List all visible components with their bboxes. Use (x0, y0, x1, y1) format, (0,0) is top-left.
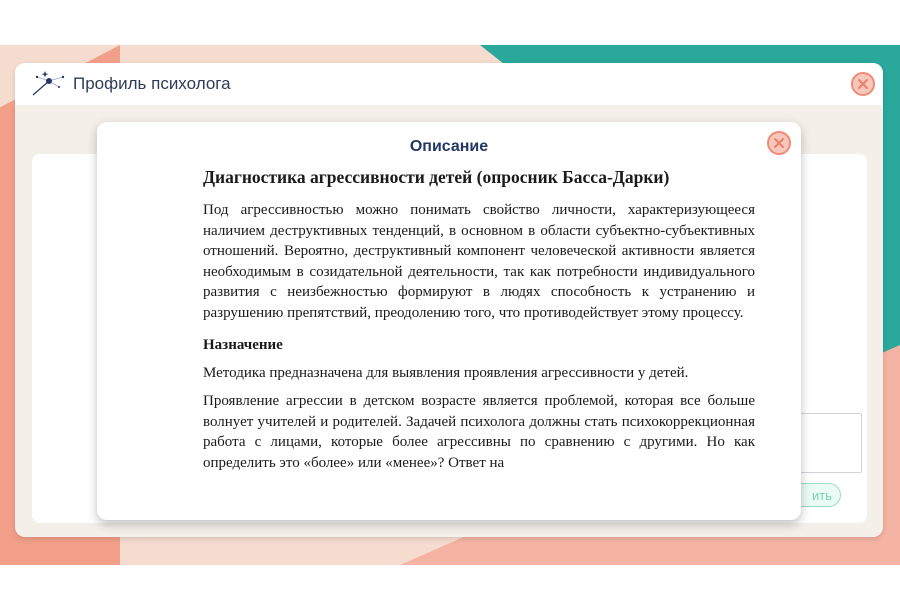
window-title: Профиль психолога (73, 74, 231, 93)
window-header (15, 63, 883, 105)
constellation-logo-icon (29, 67, 73, 101)
paragraph-purpose: Методика предназначена для выявления проявления агрессивности у детей. (203, 364, 689, 381)
paragraph-aggression: Проявление агрессии в детском возрасте является проблемой, которая все больше волнует учителей и родителей. Задачей психолога должны стать психокоррекционная работа с лицами, которые более агрессивны по сравнению с другими. Но как определить это «более» или «менее»? Ответ на (203, 393, 755, 471)
document-title: Диагностика агрессивности детей (опросник Басса-Дарки) (203, 167, 670, 187)
comment-textarea[interactable] (800, 413, 862, 473)
paragraph-definition: Под агрессивностью можно понимать свойство личности, характеризующееся наличием деструктивных тенденций, в основном в области субъектно-субъективных отношений. Вероятно, деструктивный компонент человеческой активности является необходимым в созидательной деятельности, так как потребности индивидуального развития с неизбежностью формируют в людях способность к устранению и разрушению препятствий, преодолению того, что противодействует этому процессу. (203, 202, 755, 321)
modal-heading: Описание (409, 138, 489, 155)
window-close-button[interactable] (851, 72, 875, 96)
background-action-button[interactable]: ить (787, 483, 841, 507)
description-modal (97, 122, 801, 520)
modal-content (203, 166, 755, 482)
section-heading-purpose: Назначение (203, 336, 283, 353)
close-icon (857, 78, 869, 90)
